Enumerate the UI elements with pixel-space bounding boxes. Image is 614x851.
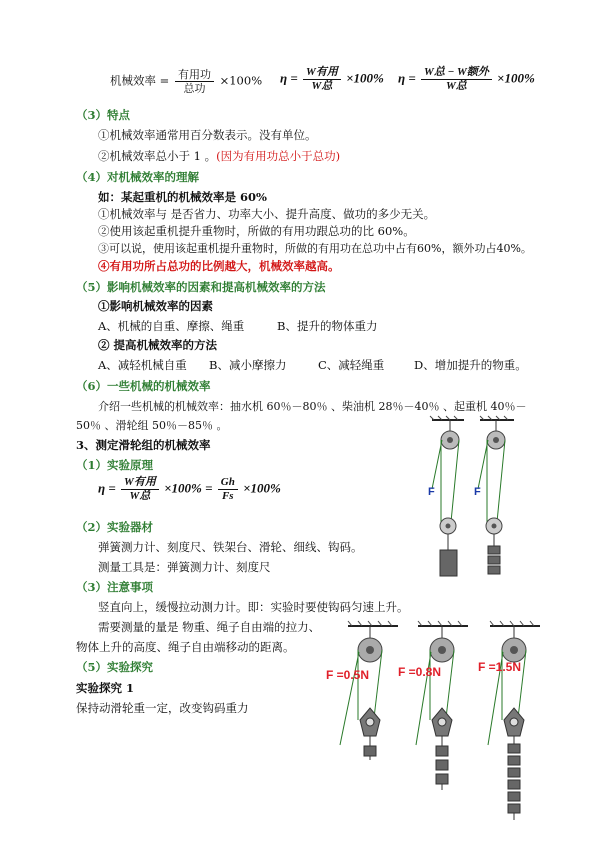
- s6-line-1: 介绍一些机械的机械效率：抽水机 60％－80％ 、柴油机 28％－40％ 、起重机 40％－: [98, 400, 527, 413]
- explore-1-text: 保持动滑轮重一定，改变钩码重力: [76, 701, 249, 715]
- eta-symbol: η =: [280, 70, 298, 86]
- force-label-2: F =0.8N: [398, 665, 442, 679]
- equipment-line-2: 测量工具是：弹簧测力计、刻度尺: [98, 560, 271, 574]
- eta-symbol: η =: [398, 70, 416, 86]
- fs-label: Fs: [221, 490, 234, 502]
- efficiency-formula-text: [110, 68, 262, 95]
- section-6-title: （6）一些机械的机械效率: [76, 379, 211, 393]
- eta-symbol: η =: [98, 480, 116, 496]
- experiment-fraction-2: [218, 476, 238, 503]
- experiment-fraction-1: [121, 476, 159, 503]
- s5-method-c: C、减轻绳重: [318, 358, 385, 372]
- s3-item-1: ①机械效率通常用百分数表示。没有单位。: [98, 128, 317, 142]
- eta-formula-1: [280, 66, 384, 93]
- eta-fraction-1: [303, 66, 341, 93]
- eta-formula-2: [398, 66, 535, 93]
- force-label-1: F =0.5N: [326, 668, 370, 682]
- equipment-line-1: 弹簧测力计、刻度尺、铁架台、滑轮、细线、钩码。: [98, 540, 363, 554]
- s4-item-3: ③可以说，使用该起重机提升重物时，所做的有用功在总功中占有60%，额外功占40%。: [98, 242, 532, 255]
- s5-factor-a: A、机械的自重、摩擦、绳重: [98, 319, 245, 333]
- s5-methods-heading: ② 提高机械效率的方法: [98, 338, 218, 352]
- efficiency-label: 机械效率 =: [110, 73, 170, 88]
- notes-line-1: 竖直向上，缓慢拉动测力计。即：实验时要使钩码匀速上升。: [98, 600, 409, 614]
- equals-sign: =: [205, 480, 213, 496]
- times-100-label: ×100%: [219, 73, 263, 88]
- section-5-title: （5）影响机械效率的因素和提高机械效率的方法: [76, 280, 326, 294]
- explore-1-title: 实验探究 1: [76, 681, 135, 695]
- gh-label: Gh: [218, 476, 238, 490]
- section-3-title: （3）特点: [76, 108, 131, 122]
- force-label-top-2: F: [474, 486, 481, 498]
- times-100-label: ×100%: [497, 70, 535, 86]
- w-useful-label: W有用: [121, 476, 159, 490]
- s4-item-2: ②使用该起重机提升重物时，所做的有用功跟总功的比 60%。: [98, 224, 415, 238]
- s5-factors-heading: ①影响机械效率的因素: [98, 299, 213, 313]
- s5-method-b: B、减小摩擦力: [209, 358, 287, 372]
- s4-item-4: ④有用功所占总功的比例越大，机械效率越高。: [98, 259, 340, 273]
- section-4-title: （4）对机械效率的理解: [76, 170, 200, 184]
- experiment-notes-title: （3）注意事项: [76, 580, 154, 594]
- useful-work-label: 有用功: [175, 68, 214, 82]
- part-3-title: 3、测定滑轮组的机械效率: [76, 438, 211, 452]
- total-work-label: 总功: [183, 82, 206, 95]
- times-100-label: ×100%: [243, 480, 281, 496]
- s4-item-1: ①机械效率与 是否省力、功率大小、提升高度、做功的多少无关。: [98, 207, 436, 221]
- w-total-label: W总: [446, 80, 467, 92]
- experiment-explore-title: （5）实验探究: [76, 660, 154, 674]
- eta-fraction-2: [421, 66, 492, 93]
- force-label-top-1: F: [428, 486, 435, 498]
- s3-item-2: [98, 149, 340, 164]
- experiment-formula: [98, 476, 281, 503]
- s3-item-2-note: (因为有用功总小于总功): [216, 149, 341, 163]
- s5-factor-b: B、提升的物体重力: [277, 319, 378, 333]
- w-total-label: W总: [311, 80, 333, 92]
- notes-line-2: 需要测量的量是 物重、绳子自由端的拉力、: [98, 620, 321, 634]
- pulley-figure-bottom: [318, 620, 558, 830]
- w-total-minus-extra-label: W总 − W额外: [421, 66, 492, 80]
- s3-item-2-text: ②机械效率总小于 1 。: [98, 149, 217, 163]
- notes-line-3: 物体上升的高度、绳子自由端移动的距离。: [76, 640, 295, 654]
- s6-line-2: 50％ 、滑轮组 50％－85％ 。: [76, 419, 228, 432]
- times-100-label: ×100%: [346, 70, 384, 86]
- s5-method-a: A、减轻机械自重: [98, 358, 187, 372]
- w-useful-label: W有用: [303, 66, 341, 80]
- experiment-principle-title: （1）实验原理: [76, 458, 154, 472]
- times-100-label: ×100%: [164, 480, 202, 496]
- s4-example: 如：某起重机的机械效率是 60%: [98, 190, 267, 204]
- experiment-equipment-title: （2）实验器材: [76, 520, 154, 534]
- s5-method-d: D、增加提升的物重。: [414, 358, 527, 372]
- force-label-3: F =1.5N: [478, 660, 522, 674]
- w-total-label: W总: [129, 490, 151, 502]
- efficiency-fraction: [175, 68, 214, 95]
